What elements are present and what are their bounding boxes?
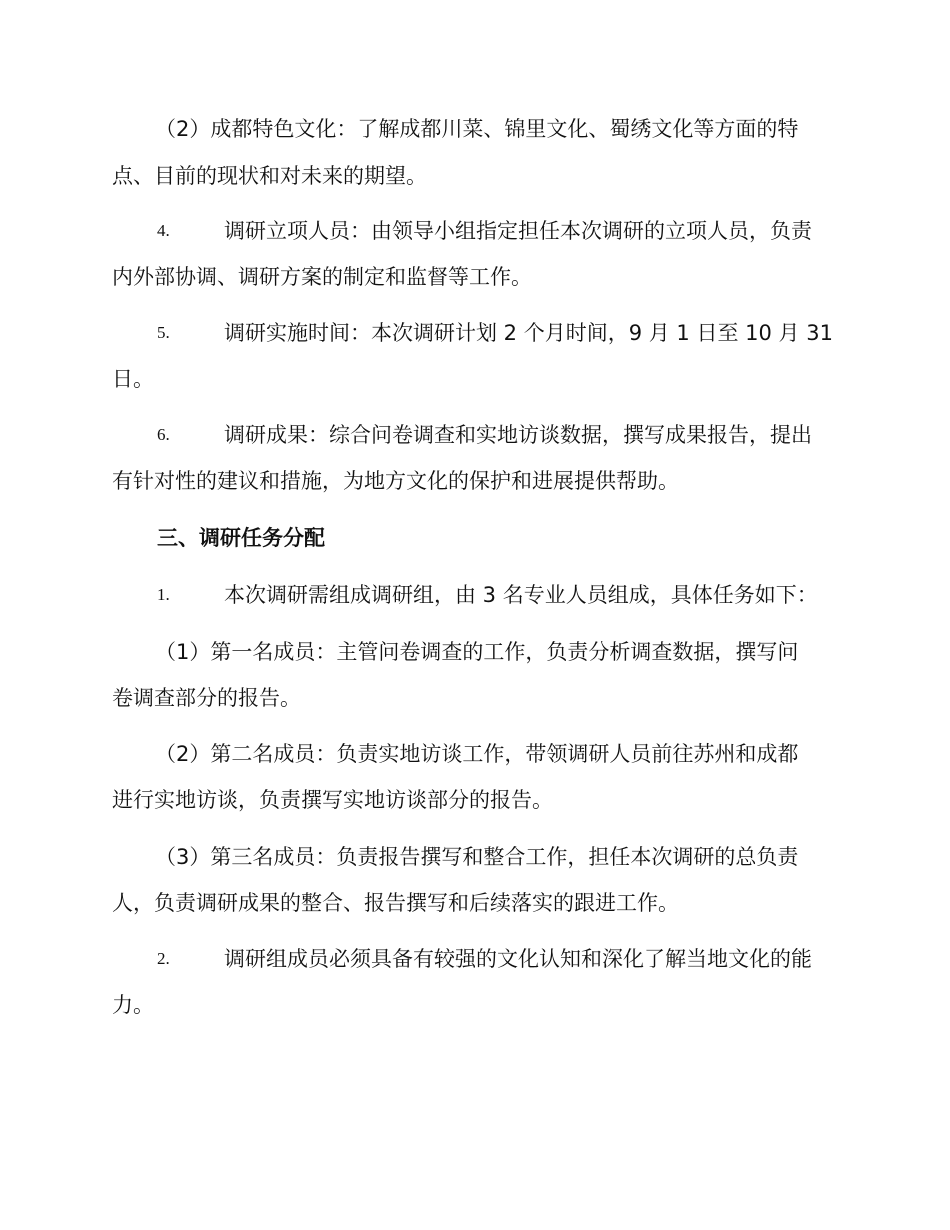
paragraph-line: 有针对性的建议和措施，为地方文化的保护和进展提供帮助。 [112, 469, 679, 493]
list-number: 4. [157, 221, 170, 240]
paragraph-line: 调研组成员必须具备有较强的文化认知和深化了解当地文化的能 [224, 947, 812, 971]
paragraph-line: （2）成都特色文化：了解成都川菜、锦里文化、蜀绣文化等方面的特 [155, 117, 799, 141]
paragraph-line: 力。 [112, 993, 154, 1017]
list-number: 1. [157, 585, 170, 604]
paragraph-line: （3）第三名成员：负责报告撰写和整合工作，担任本次调研的总负责 [155, 845, 799, 869]
paragraph-line: 调研实施时间：本次调研计划 2 个月时间，9 月 1 日至 10 月 31 [224, 321, 833, 345]
paragraph-line: 调研立项人员：由领导小组指定担任本次调研的立项人员，负责 [224, 219, 812, 243]
paragraph-line: （2）第二名成员：负责实地访谈工作，带领调研人员前往苏州和成都 [155, 742, 799, 766]
paragraph-line: 本次调研需组成调研组，由 3 名专业人员组成，具体任务如下： [224, 583, 818, 607]
paragraph-line: 内外部协调、调研方案的制定和监督等工作。 [112, 265, 532, 289]
paragraph-line: 人，负责调研成果的整合、报告撰写和后续落实的跟进工作。 [112, 891, 679, 915]
list-number: 6. [157, 425, 170, 444]
paragraph-line: 点、目前的现状和对未来的期望。 [112, 164, 427, 188]
paragraph-line: （1）第一名成员：主管问卷调查的工作，负责分析调查数据，撰写问 [155, 640, 799, 664]
paragraph-line: 卷调查部分的报告。 [112, 686, 301, 710]
section-heading: 三、调研任务分配 [157, 526, 325, 550]
paragraph-line: 日。 [112, 367, 154, 391]
paragraph-line: 进行实地访谈，负责撰写实地访谈部分的报告。 [112, 788, 553, 812]
list-number: 5. [157, 323, 170, 342]
list-number: 2. [157, 949, 170, 968]
paragraph-line: 调研成果：综合问卷调查和实地访谈数据，撰写成果报告，提出 [224, 423, 812, 447]
